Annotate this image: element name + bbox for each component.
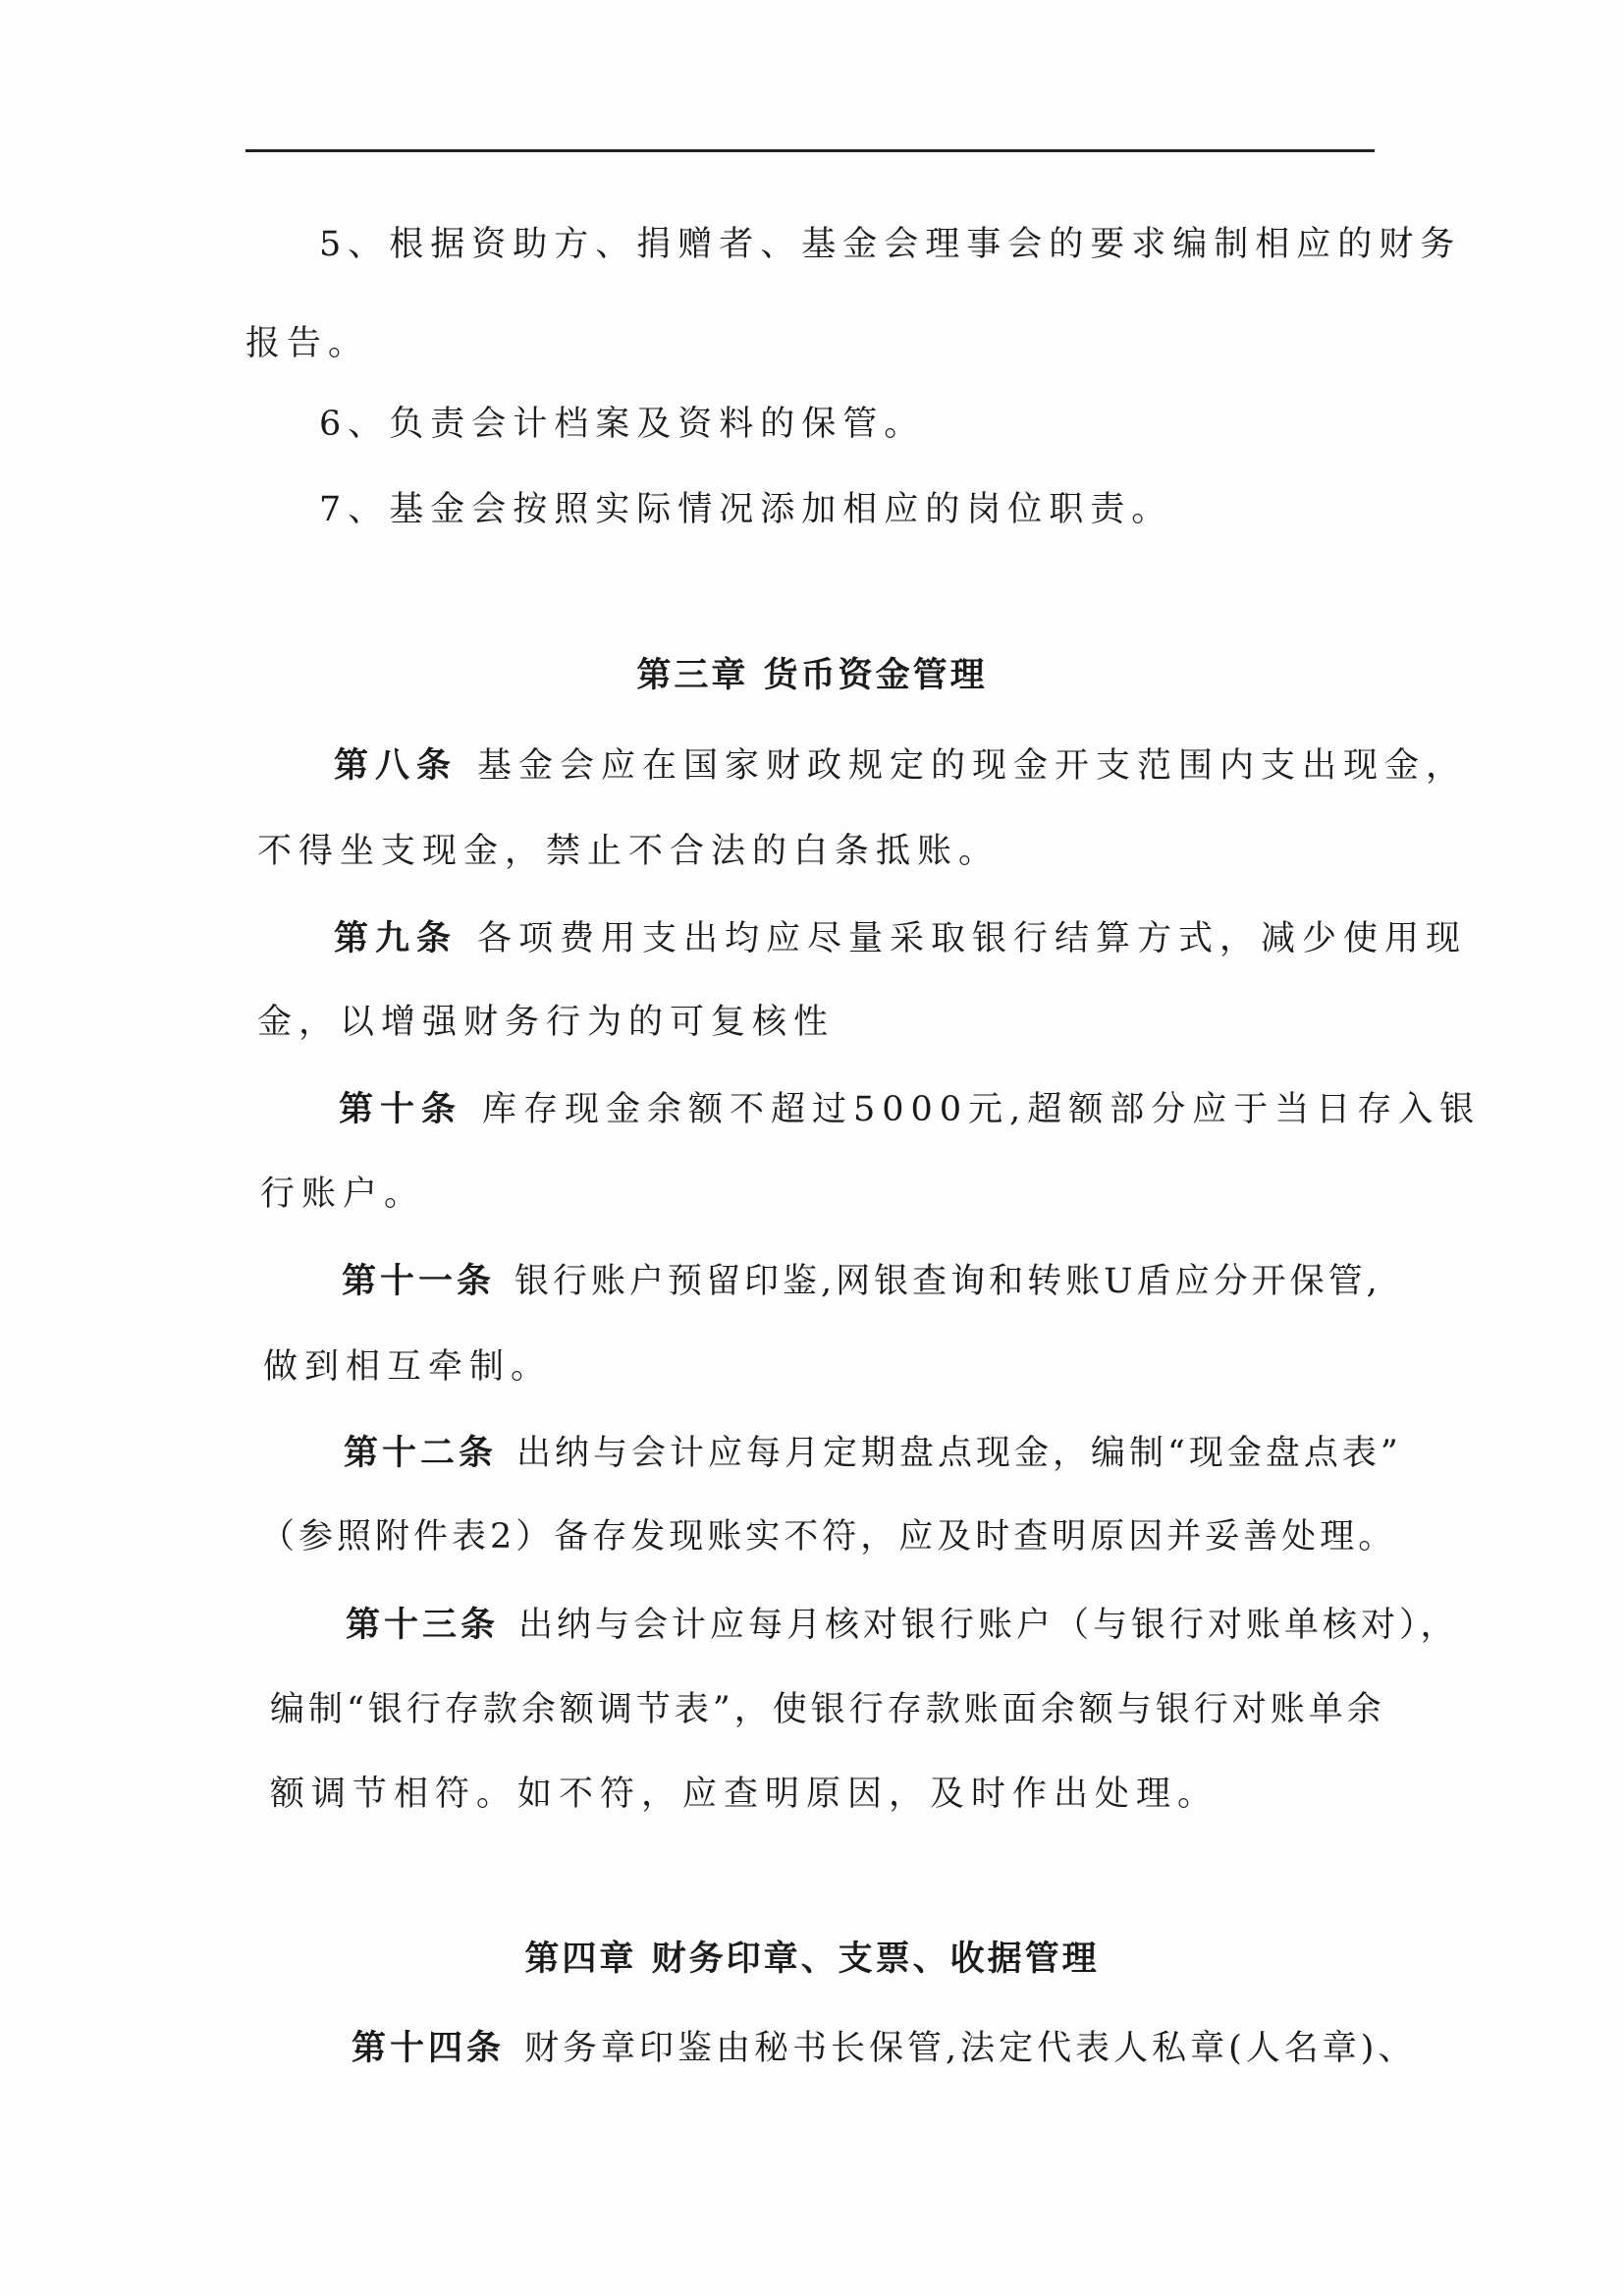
article-9-line-2: 金，以增强财务行为的可复核性 bbox=[257, 1003, 836, 1042]
article-10-line-1 bbox=[339, 1089, 1482, 1129]
article-11-text-1: 银行账户预留印鉴,网银查询和转账U盾应分开保管, bbox=[514, 1262, 1381, 1301]
article-12-line-2: （参照附件表2）备存发现账实不符，应及时查明原因并妥善处理。 bbox=[260, 1517, 1397, 1557]
article-13-line-1 bbox=[346, 1605, 1459, 1645]
header-rule bbox=[245, 149, 1375, 152]
article-12-text-1: 出纳与会计应每月定期盘点现金，编制“现金盘点表” bbox=[516, 1434, 1402, 1473]
article-14-label: 第十四条 bbox=[352, 2028, 506, 2068]
article-11-line-1 bbox=[342, 1261, 1381, 1301]
article-14-line-1 bbox=[352, 2028, 1417, 2068]
article-8-line-2: 不得坐支现金，禁止不合法的白条抵账。 bbox=[257, 832, 1001, 871]
article-13-line-3: 额调节相符。如不符，应查明原因，及时作出处理。 bbox=[270, 1775, 1219, 1814]
chapter-3-heading: 第三章 货币资金管理 bbox=[636, 655, 988, 695]
article-9-line-1 bbox=[334, 918, 1468, 958]
article-8-line-1 bbox=[334, 745, 1468, 786]
article-8-label: 第八条 bbox=[334, 745, 459, 786]
duty-item-5-line-1: 5、根据资助方、捐赠者、基金会理事会的要求编制相应的财务 bbox=[319, 225, 1462, 264]
article-10-line-2: 行账户。 bbox=[260, 1175, 426, 1214]
article-11-line-2: 做到相互牵制。 bbox=[263, 1347, 553, 1387]
article-13-label: 第十三条 bbox=[346, 1605, 500, 1645]
article-10-label: 第十条 bbox=[339, 1089, 463, 1129]
duty-item-5-line-2: 报告。 bbox=[245, 324, 370, 363]
article-13-line-2: 编制“银行存款余额调节表”，使银行存款账面余额与银行对账单余 bbox=[270, 1690, 1385, 1729]
article-11-label: 第十一条 bbox=[342, 1261, 496, 1301]
article-12-label: 第十二条 bbox=[344, 1433, 498, 1473]
article-8-text-1: 基金会应在国家财政规定的现金开支范围内支出现金， bbox=[477, 746, 1468, 786]
article-14-text-1: 财务章印鉴由秘书长保管,法定代表人私章(人名章)、 bbox=[524, 2029, 1417, 2068]
article-9-label: 第九条 bbox=[334, 918, 459, 958]
article-13-text-1: 出纳与会计应每月核对银行账户（与银行对账单核对）， bbox=[518, 1606, 1459, 1645]
article-10-text-1: 库存现金余额不超过5000元,超额部分应于当日存入银 bbox=[482, 1090, 1482, 1129]
duty-item-7: 7、基金会按照实际情况添加相应的岗位职责。 bbox=[319, 490, 1173, 529]
chapter-4-heading: 第四章 财务印章、支票、收据管理 bbox=[524, 1939, 1100, 1979]
duty-item-6: 6、负责会计档案及资料的保管。 bbox=[319, 405, 926, 444]
article-9-text-1: 各项费用支出均应尽量采取银行结算方式，减少使用现 bbox=[477, 919, 1468, 958]
article-12-line-1 bbox=[344, 1433, 1402, 1473]
